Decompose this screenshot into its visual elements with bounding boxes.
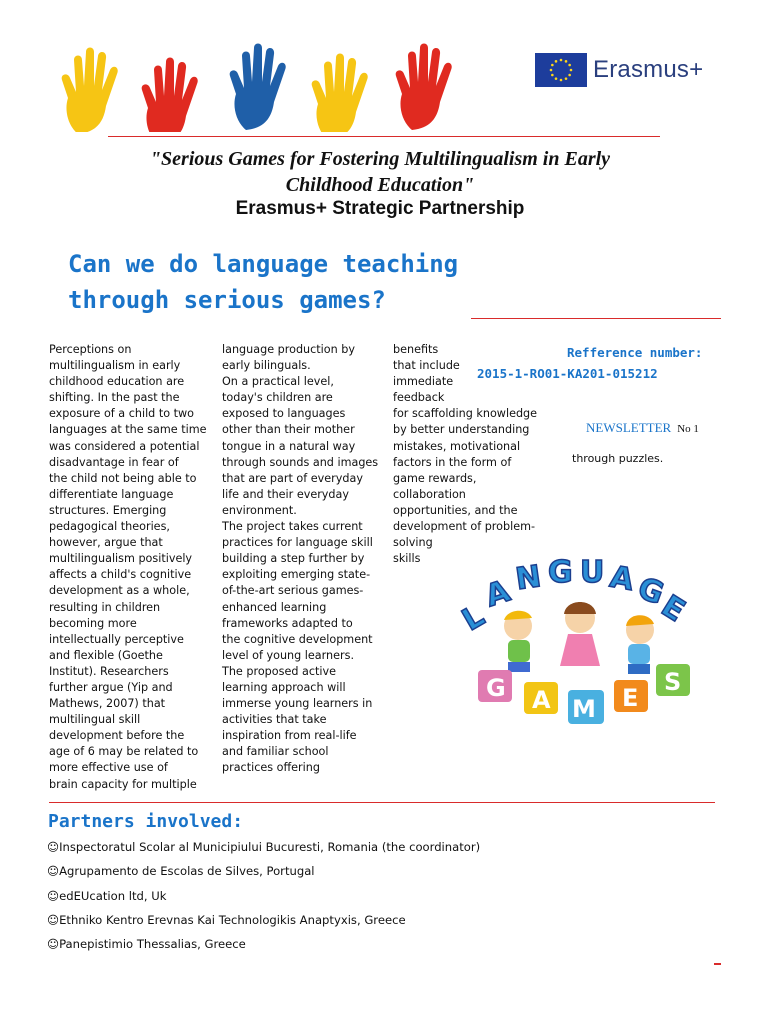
article-line: development as a whole,: [49, 584, 190, 598]
article-line: opportunities, and the: [393, 503, 518, 517]
newsletter-text: NEWSLETTER: [586, 420, 672, 435]
eu-star-icon: [565, 60, 568, 63]
article-line: becoming more: [49, 616, 137, 630]
article-line: collaboration: [393, 487, 466, 501]
article-line: building a step further by: [222, 552, 365, 566]
project-title-line2: Childhood Education": [285, 174, 475, 196]
article-line: learning approach will: [222, 680, 346, 694]
article-line: practices for language skill: [222, 536, 373, 550]
project-subtitle: Erasmus+ Strategic Partnership: [235, 198, 525, 219]
article-line: differentiate language: [49, 487, 174, 501]
letter-M: M: [572, 695, 596, 723]
headline: [68, 246, 488, 318]
article-line: shifting. In the past the: [49, 391, 180, 405]
article-line: immerse young learners in: [222, 697, 373, 711]
article-line: structures. Emerging: [49, 503, 167, 517]
eu-star-icon: [568, 74, 571, 77]
article-line: early bilinguals.: [222, 359, 311, 373]
headline-line2: through serious games?: [68, 286, 386, 314]
article-line: solving: [393, 536, 433, 550]
article-line: environment.: [222, 503, 297, 517]
article-line: development of problem-: [393, 520, 536, 534]
article-line: resulting in children: [49, 600, 161, 614]
article-line: frameworks adapted to: [222, 616, 353, 630]
handprints-logo: [58, 42, 458, 132]
article-line: affects a child's cognitive: [49, 568, 192, 582]
letter-A1: A: [481, 573, 515, 615]
article-line: language production by: [222, 343, 355, 356]
article-line: game rewards,: [393, 471, 477, 485]
eu-star-icon: [570, 69, 573, 72]
article-line: multilingual skill: [49, 713, 141, 727]
article-line: Institut). Researchers: [49, 664, 169, 678]
kids-drawing: [504, 602, 654, 674]
article-line: and familiar school: [222, 745, 329, 759]
partners-title: Partners involved:: [48, 811, 244, 832]
letter-G1: G: [548, 555, 573, 590]
partner-item: ☺Panepistimio Thessalias, Greece: [47, 937, 246, 951]
headline-line1: Can we do language teaching: [68, 250, 459, 278]
article-line: through sounds and images: [222, 455, 379, 469]
eu-star-icon: [551, 74, 554, 77]
article-line: age of 6 may be related to: [49, 745, 199, 759]
article-line: further argue (Yip and: [49, 680, 173, 694]
article-line: enhanced learning: [222, 600, 327, 614]
article-column-2: [222, 342, 382, 777]
partner-item: ☺Agrupamento de Escolas de Silves, Portugal: [47, 864, 315, 878]
headline-rule: [471, 318, 721, 319]
article-line: of-the-art serious games-: [222, 584, 364, 598]
article-line: by better understanding: [393, 423, 530, 437]
erasmus-logo: [535, 52, 705, 88]
article-line: pedagogical theories,: [49, 520, 170, 534]
article-line: tongue in a natural way: [222, 439, 356, 453]
project-title-line1: "Serious Games for Fostering Multilingualism in Early: [149, 148, 611, 170]
letter-G2: G: [633, 570, 669, 613]
article-line: inspiration from real-life: [222, 729, 357, 743]
article-line: other than their mother: [222, 423, 355, 437]
article-line: exploiting emerging state-: [222, 568, 371, 582]
article-line: the cognitive development: [222, 632, 373, 646]
page-mark: [714, 963, 721, 965]
article-line: that are part of everyday: [222, 471, 363, 485]
article-line: feedback: [393, 391, 445, 405]
reference-label: Refference number:: [567, 345, 703, 360]
article-line: The proposed active: [222, 664, 336, 678]
letter-S: S: [664, 668, 682, 696]
eu-star-icon: [555, 60, 558, 63]
eu-star-icon: [560, 79, 563, 82]
letter-U: U: [580, 555, 605, 590]
article-line: multilingualism positively: [49, 552, 193, 566]
eu-flag-icon: [535, 53, 587, 87]
language-games-illustration: [456, 554, 700, 729]
article-line: languages at the same time: [49, 423, 207, 437]
letter-A2: A: [607, 559, 637, 599]
eu-star-icon: [550, 69, 553, 72]
article-line: the child not being able to: [49, 471, 197, 485]
eu-star-icon: [560, 59, 563, 62]
section-rule: [49, 802, 715, 803]
article-line: factors in the form of: [393, 455, 512, 469]
article-line: disadvantage in fear of: [49, 455, 179, 469]
article-line: practices offering: [222, 761, 320, 775]
article-line: today's children are: [222, 391, 333, 405]
eu-star-icon: [555, 77, 558, 80]
article-line: more effective use of: [49, 761, 168, 775]
article-line: exposed to languages: [222, 407, 346, 421]
letter-A: A: [532, 686, 551, 714]
letter-G: G: [486, 674, 506, 702]
partner-item: ☺Ethniko Kentro Erevnas Kai Technologikis Anaptyxis, Greece: [47, 913, 406, 927]
newsletter-number: No 1: [677, 423, 699, 435]
letter-E1: E: [655, 588, 691, 630]
article-line: skills: [393, 552, 421, 566]
header-rule: [108, 136, 660, 137]
article-line: childhood education are: [49, 375, 185, 389]
article-line: however, argue that: [49, 536, 163, 550]
letter-N: N: [513, 559, 544, 598]
article-line: Mathews, 2007) that: [49, 697, 166, 711]
eu-star-icon: [568, 64, 571, 67]
partner-item: ☺Inspectoratul Scolar al Municipiului Bucuresti, Romania (the coordinator): [47, 840, 481, 854]
article-line: benefits: [393, 343, 439, 356]
erasmus-logo-text: Erasmus+: [593, 56, 704, 83]
article-line: The project takes current: [222, 520, 363, 534]
puzzles-text: through puzzles.: [572, 452, 664, 465]
article-line: intellectually perceptive: [49, 632, 184, 646]
article-line: was considered a potential: [49, 439, 200, 453]
article-line: development before the: [49, 729, 185, 743]
article-line: mistakes, motivational: [393, 439, 521, 453]
article-line: and flexible (Goethe: [49, 648, 163, 662]
article-line: brain capacity for multiple: [49, 777, 197, 791]
article-line: that include: [393, 359, 460, 373]
letter-L: L: [456, 598, 491, 639]
article-line: activities that take: [222, 713, 327, 727]
article-line: On a practical level,: [222, 375, 334, 389]
article-line: life and their everyday: [222, 487, 350, 501]
article-line: immediate: [393, 375, 454, 389]
article-column-1: [49, 342, 209, 793]
article-line: for scaffolding knowledge: [393, 407, 538, 421]
eu-star-icon: [551, 64, 554, 67]
article-line: level of young learners.: [222, 648, 355, 662]
article-line: exposure of a child to two: [49, 407, 194, 421]
article-line: multilingualism in early: [49, 359, 181, 373]
partner-item: ☺edEUcation ltd, Uk: [47, 889, 167, 903]
newsletter-label: [586, 420, 699, 436]
article-line: Perceptions on: [49, 343, 132, 356]
eu-star-icon: [565, 77, 568, 80]
letter-E2: E: [622, 684, 639, 712]
reference-number: 2015-1-RO01-KA201-015212: [477, 366, 658, 381]
